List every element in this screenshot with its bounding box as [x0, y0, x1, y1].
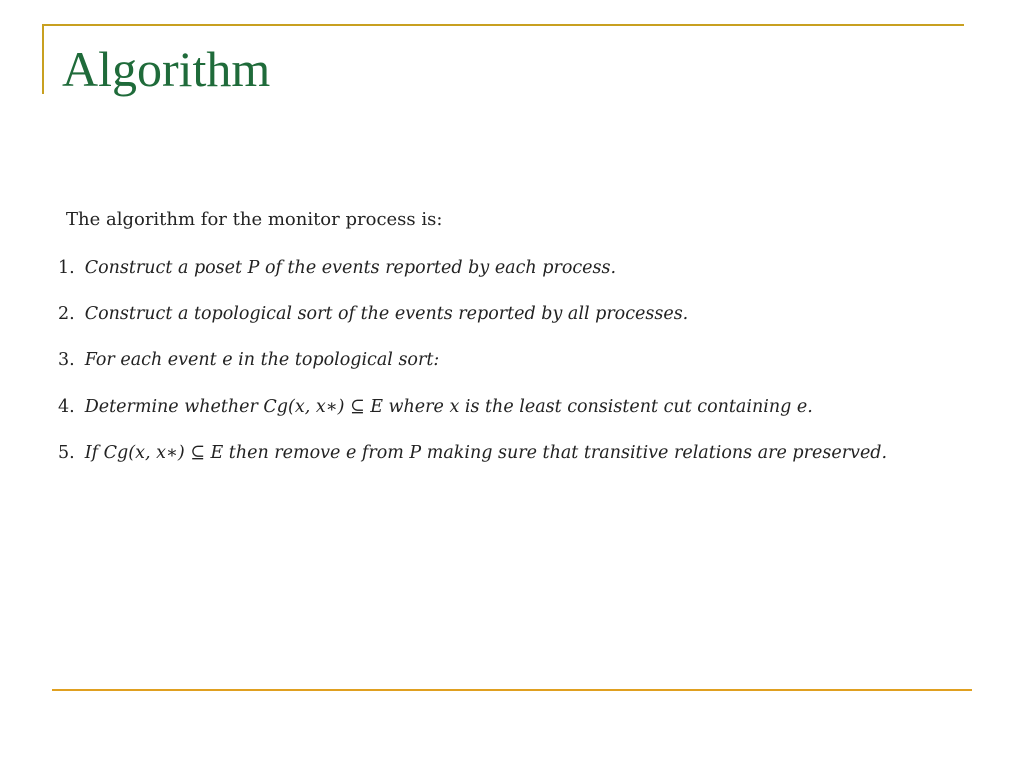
step-text: If Cg(x, x∗) ⊆ E then remove e from P making sure that transitive relations are preserved.: [84, 443, 888, 463]
step-text: Construct a topological sort of the events reported by all processes.: [84, 304, 689, 324]
step-number: 3.: [58, 350, 75, 370]
left-accent-line: [42, 24, 44, 94]
step-text: Determine whether Cg(x, x∗) ⊆ E where x is the least consistent cut containing e.: [84, 397, 813, 417]
top-accent-line: [42, 24, 964, 26]
intro-text: The algorithm for the monitor process is:: [66, 209, 443, 230]
step-number: 2.: [58, 304, 75, 324]
bottom-accent-line: [52, 689, 972, 691]
step-item: [58, 253, 616, 283]
step-text: For each event e in the topological sort:: [84, 350, 440, 370]
slide-title: Algorithm: [62, 41, 271, 97]
step-number: 1.: [58, 258, 75, 278]
step-item: [58, 392, 813, 422]
step-number: 5.: [58, 443, 75, 463]
step-item: [58, 438, 887, 468]
step-number: 4.: [58, 397, 75, 417]
step-text: Construct a poset P of the events reported by each process.: [84, 258, 617, 278]
step-item: [58, 345, 439, 375]
step-item: [58, 299, 688, 329]
